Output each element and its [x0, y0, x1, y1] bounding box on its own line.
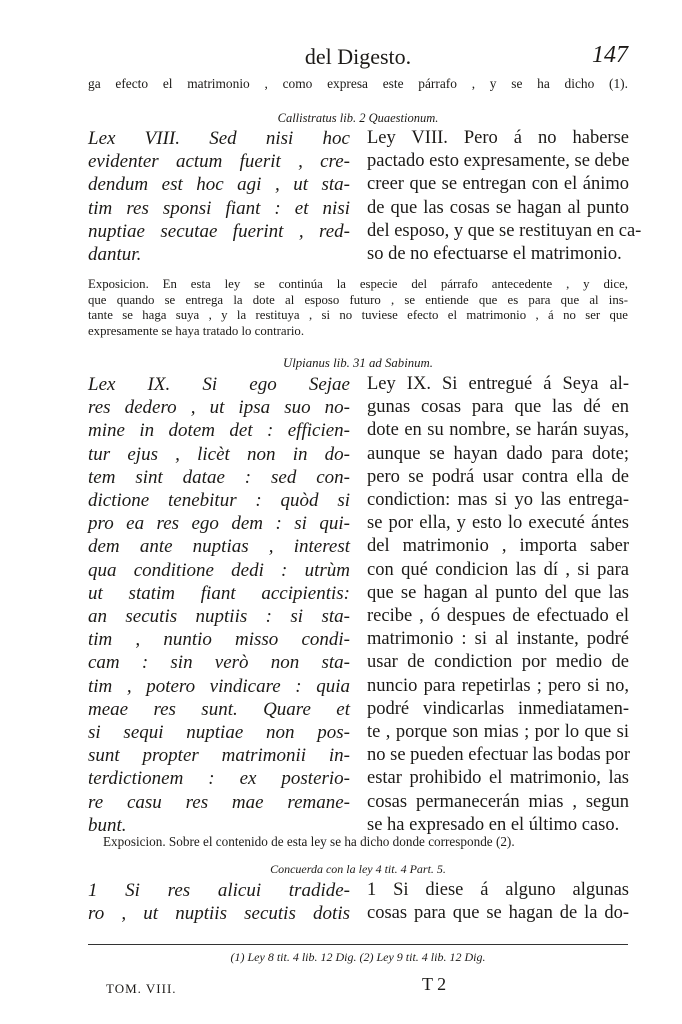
exposicion-line: que quando se entrega la dote al esposo futuro , se entiende que es para que al ins-: [88, 292, 628, 307]
latin-line: qua conditione dedi : utrùm: [88, 559, 350, 581]
spanish-line: creer que se entregan con el ánimo: [367, 174, 629, 195]
spanish-line: del matrimonio , importa saber: [367, 536, 629, 557]
spanish-line: dote en su nombre, se harán suyas,: [367, 420, 629, 441]
latin-line: pro ea res ego dem : si qui-: [88, 513, 350, 535]
latin-line: re casu res mae remane-: [88, 791, 350, 813]
latin-line: ut statim fiant accipientis:: [88, 582, 350, 604]
latin-line: Lex VIII. Sed nisi hoc: [88, 128, 350, 149]
latin-line: tim , potero vindicare : quia: [88, 675, 350, 697]
latin-line: evidenter actum fuerit , cre-: [88, 151, 350, 173]
latin-line: tem sint datae : sed con-: [88, 466, 350, 488]
spanish-line: cosas permanecerán mias , segun: [367, 791, 629, 812]
exposicion-ley-ix: Exposicion. Sobre el contenido de esta ley se ha dicho donde corresponde (2).: [103, 834, 515, 849]
spanish-line: se por ella, y esto lo executé ántes: [367, 513, 629, 534]
spanish-line: usar de condiction por medio de: [367, 652, 629, 673]
spanish-text-ley-viii: [367, 127, 642, 266]
latin-line: tim res sponsi fiant : et nisi: [88, 197, 350, 219]
spanish-text-ley-ix: [367, 373, 629, 837]
latin-line: dendum est hoc agi , ut sta-: [88, 174, 350, 196]
latin-line: tur ejus , licèt non in do-: [88, 443, 350, 465]
volume-signature: TOM. VIII.: [106, 981, 177, 996]
latin-line: Lex IX. Si ego Sejae: [88, 374, 350, 395]
header-title: del Digesto.: [304, 44, 412, 69]
spanish-line: pero se podrá usar contra ella de: [367, 466, 629, 487]
latin-line: dem ante nuptias , interest: [88, 536, 350, 558]
attribution-ulpianus: Ulpianus lib. 31 ad Sabinum.: [282, 356, 433, 370]
spanish-line: Ley VIII. Pero á no haberse: [367, 128, 629, 148]
exposicion-line: Exposicion. En esta ley se continúa la especie del párrafo antecedente , y dice,: [88, 277, 628, 291]
spanish-line: so de no efectuarse el matrimonio.: [367, 244, 622, 265]
spanish-line: se ha expresado en el último caso.: [367, 814, 620, 835]
spanish-line: con qué condicion las dí , si para: [367, 559, 629, 580]
latin-text-paragraph-1: [88, 879, 350, 925]
spanish-line: cosas para que se hagan de la do-: [367, 903, 629, 924]
latin-text-lex-ix: [88, 373, 350, 837]
spanish-line: estar prohibido el matrimonio, las: [367, 768, 629, 789]
spanish-line: que se hagan al punto del que las: [367, 582, 629, 603]
latin-text-lex-viii: [88, 127, 350, 266]
latin-line: bunt.: [88, 814, 127, 836]
spanish-line: matrimonio : si al instante, podré: [367, 629, 629, 650]
exposicion-ley-viii: [88, 277, 628, 339]
spanish-line: Ley IX. Si entregué á Seya al-: [367, 374, 629, 394]
spanish-line: recibe , ó despues de efectuado el: [367, 606, 629, 627]
latin-line: an secutis nuptiis : si sta-: [88, 606, 350, 628]
latin-line: cam : sin verò non sta-: [88, 652, 350, 674]
latin-line: si sequi nuptiae non pos-: [88, 722, 350, 744]
latin-line: terdictionem : ex posterio-: [88, 768, 350, 790]
concuerda-line: Concuerda con la ley 4 tit. 4 Part. 5.: [270, 862, 446, 876]
spanish-line: pactado esto expresamente, se debe: [367, 151, 630, 172]
latin-line: sunt propter matrimonii in-: [88, 745, 350, 767]
exposicion-line: tante se haga suya , y la restituya , si no tuviese efecto el matrimonio , á no ser que: [88, 308, 628, 322]
spanish-line: te , porque son mias ; por lo que si: [367, 722, 629, 743]
spanish-line: de que las cosas se hagan al punto: [367, 197, 629, 218]
page-number: 147: [592, 42, 628, 68]
footnotes: (1) Ley 8 tit. 4 lib. 12 Dig. (2) Ley 9 tit. 4 lib. 12 Dig.: [230, 950, 486, 964]
spanish-line: aunque se hayan dado para dote;: [367, 443, 629, 464]
latin-line: tim , nuntio misso condi-: [88, 629, 350, 651]
latin-line: meae res sunt. Quare et: [88, 698, 350, 720]
latin-line: mine in dotem det : efficien-: [88, 420, 350, 442]
intro-line: ga efecto el matrimonio , como expresa este párrafo , y se ha dicho (1).: [88, 76, 628, 91]
footnote-rule: [88, 944, 628, 945]
latin-line: 1 Si res alicui tradide-: [88, 880, 350, 901]
printer-signature: T 2: [422, 974, 447, 994]
latin-line: dantur.: [88, 244, 142, 266]
spanish-line: gunas cosas para que las dé en: [367, 397, 629, 418]
latin-line: nuptiae secutae fuerint , red-: [88, 220, 350, 242]
spanish-line: condiction: mas si yo las entrega-: [367, 490, 629, 511]
spanish-line: nuncio para repetirlas ; pero si no,: [367, 675, 629, 696]
spanish-text-paragraph-1: [367, 879, 629, 925]
spanish-line: del esposo, y que se restituyan en ca-: [367, 220, 642, 241]
running-header: [88, 42, 628, 72]
latin-line: dictione tenebitur : quòd si: [88, 490, 350, 512]
latin-line: res dedero , ut ipsa suo no-: [88, 397, 350, 419]
latin-line: ro , ut nuptiis secutis dotis: [88, 903, 350, 925]
exposicion-line: expresamente se haya tratado lo contrario.: [88, 323, 305, 338]
spanish-line: 1 Si diese á alguno algunas: [367, 880, 629, 900]
spanish-line: no se pueden efectuar las bodas por: [367, 745, 631, 766]
spanish-line: podré vindicarlas inmediatamen-: [367, 698, 629, 719]
attribution-callistratus: Callistratus lib. 2 Quaestionum.: [277, 111, 439, 125]
